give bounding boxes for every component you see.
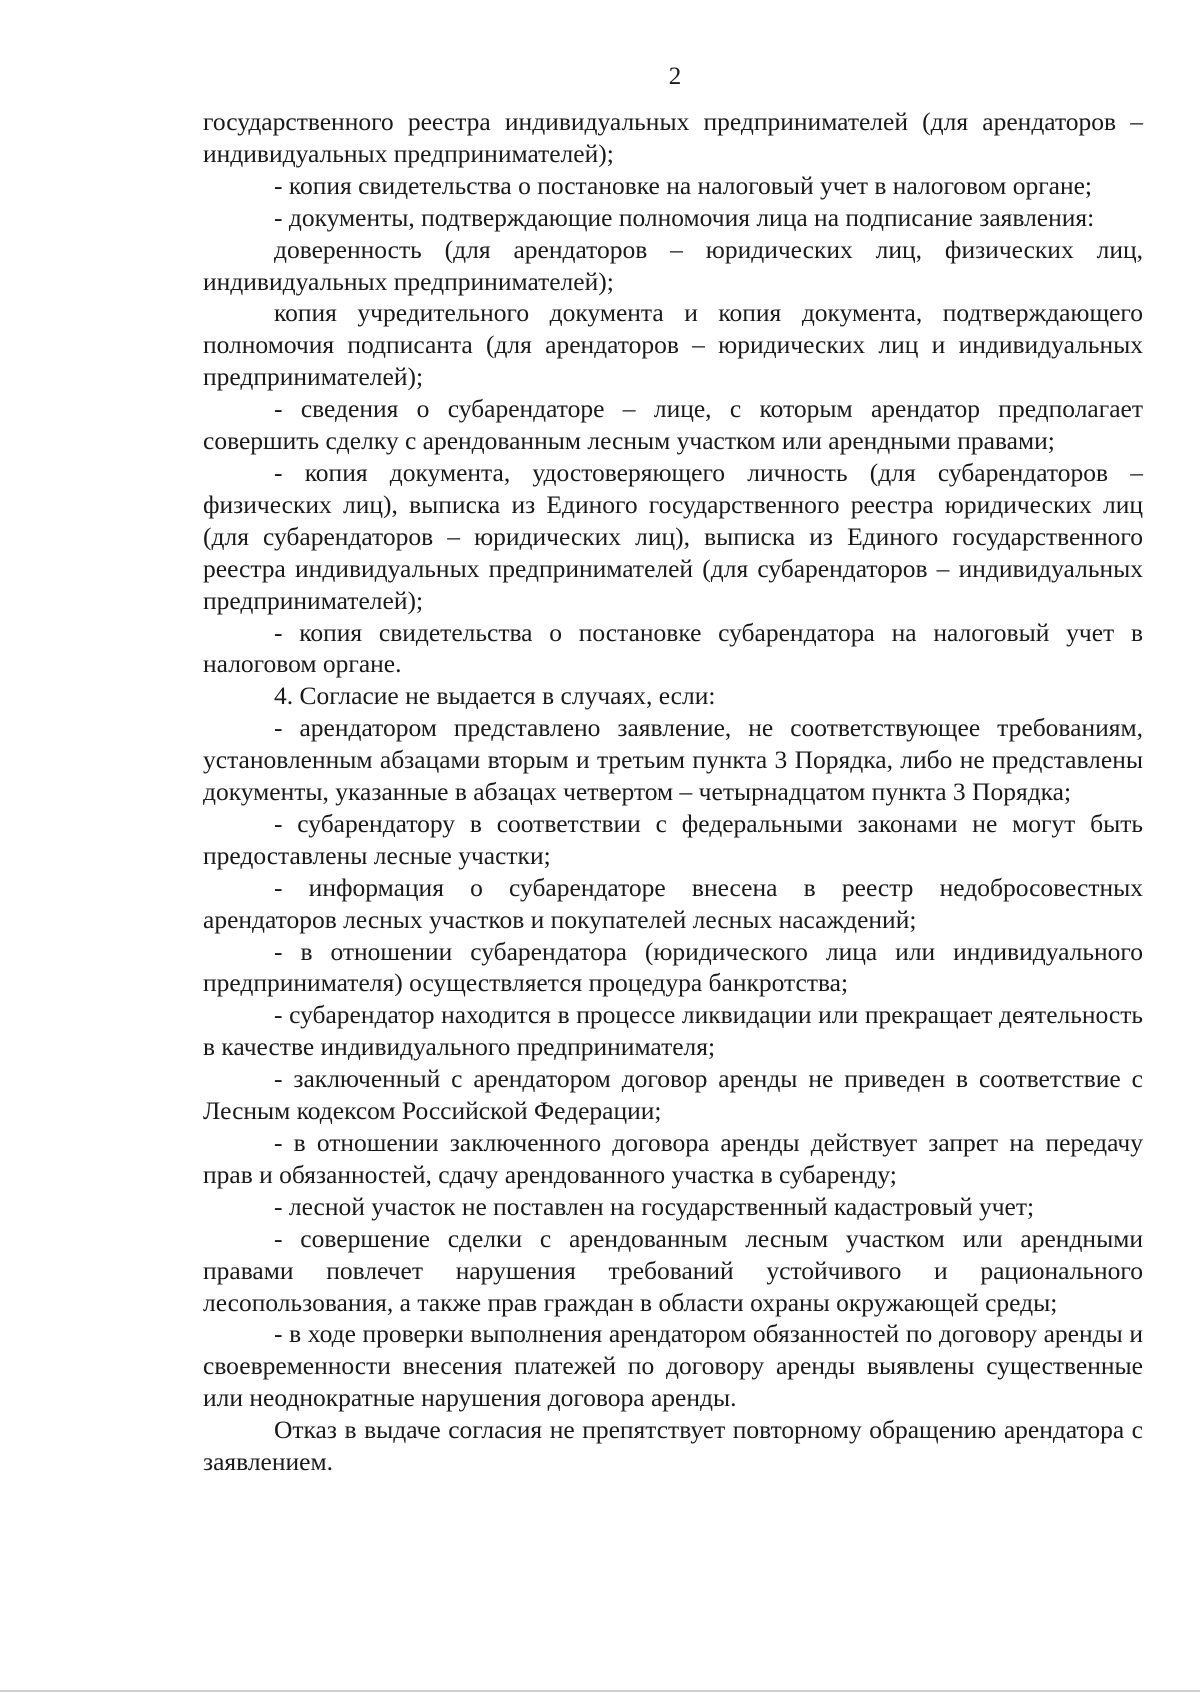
paragraph: - субарендатор находится в процессе ликвидации или прекращает деятельность в качестве индивидуального предпринимателя; — [203, 1000, 1143, 1062]
paragraph: - лесной участок не поставлен на государственный кадастровый учет; — [274, 1191, 1035, 1221]
paragraph: копия учредительного документа и копия документа, подтверждающего полномочия подписанта (для арендаторов – юридических лиц и индивидуальных предпринимателей); — [203, 298, 1143, 392]
paragraph: - документы, подтверждающие полномочия лица на подписание заявления: — [274, 202, 1095, 232]
paragraph: - арендатором представлено заявление, не соответствующее требованиям, установленным абзацами вторым и третьим пункта 3 Порядка, либо не представлены документы, указанные в абзацах четвертом – четырнадцатом пункта 3 Порядка; — [203, 713, 1143, 807]
paragraph: - совершение сделки с арендованным лесным участком или арендными правами повлечет нарушения требований устойчивого и рационального лесопользования, а также прав граждан в области охраны окружающей среды; — [203, 1223, 1143, 1317]
section-heading-paragraph: 4. Согласие не выдается в случаях, если: — [274, 681, 716, 711]
paragraph: - копия документа, удостоверяющего личность (для субарендаторов – физических лиц), выписка из Единого государственного реестра юридических лиц (для субарендаторов – юридических лиц), выписка из Единого государственного реестра индивидуальных предпринимателей (для субарендаторов – индивидуальных предпринимателей); — [203, 457, 1143, 615]
page-number: 2 — [668, 63, 682, 90]
paragraph: доверенность (для арендаторов – юридических лиц, физических лиц, индивидуальных предпринимателей); — [203, 234, 1143, 296]
paragraph: - в отношении заключенного договора аренды действует запрет на передачу прав и обязанностей, сдачу арендованного участка в субаренду; — [203, 1128, 1143, 1189]
paragraph: государственного реестра индивидуальных предпринимателей (для арендаторов – индивидуальных предпринимателей); — [203, 107, 1143, 168]
closing-paragraph: Отказ в выдаче согласия не препятствует повторному обращению арендатора с заявлением. — [203, 1415, 1143, 1477]
paragraph: - субарендатору в соответствии с федеральными законами не могут быть предоставлены лесные участки; — [203, 808, 1143, 870]
paragraph: - в ходе проверки выполнения арендатором обязанностей по договору аренды и своевременности внесения платежей по договору аренды выявлены существенные или неоднократные нарушения договора аренды. — [203, 1319, 1143, 1413]
paragraph: - сведения о субарендаторе – лице, с которым арендатор предполагает совершить сделку с арендованным лесным участком или арендными правами; — [203, 394, 1143, 456]
paragraph: - копия свидетельства о постановке на налоговый учет в налоговом органе; — [274, 170, 1093, 200]
paragraph: - заключенный с арендатором договор аренды не приведен в соответствие с Лесным кодексом Российской Федерации; — [203, 1064, 1143, 1126]
paragraph: - информация о субарендаторе внесена в реестр недобросовестных арендаторов лесных участков и покупателей лесных насаждений; — [203, 872, 1143, 934]
document-body — [203, 106, 1143, 1478]
paragraph: - копия свидетельства о постановке субарендатора на налоговый учет в налоговом органе. — [203, 617, 1143, 679]
page-bottom-edge — [0, 1690, 1200, 1692]
paragraph: - в отношении субарендатора (юридического лица или индивидуального предпринимателя) осуществляется процедура банкротства; — [203, 936, 1143, 998]
